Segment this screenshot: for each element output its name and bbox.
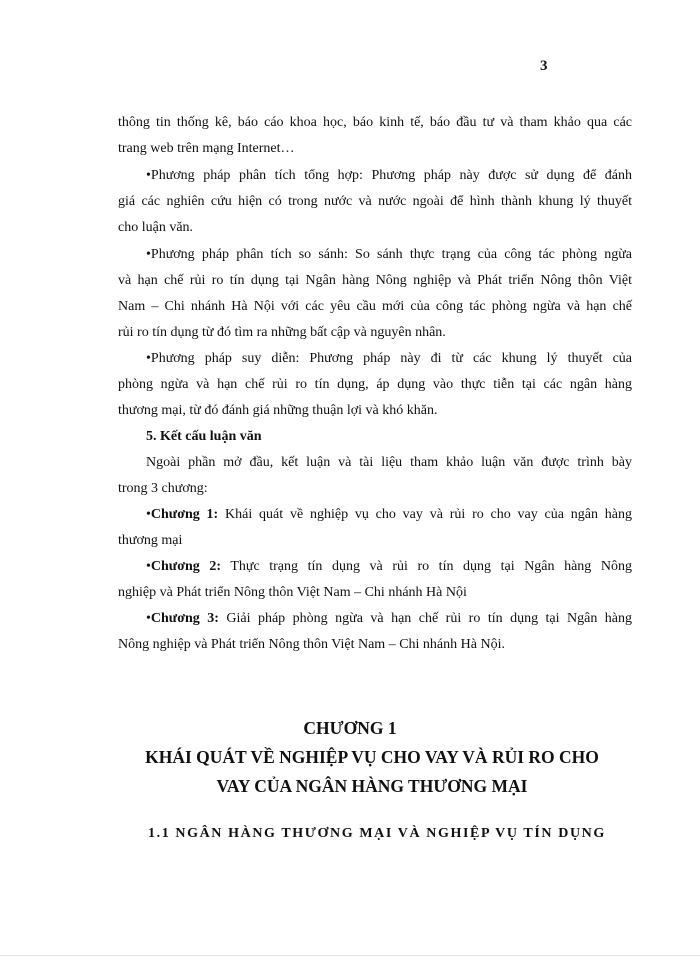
- method-line: rủi ro tín dụng từ đó tìm ra những bất cập và nguyên nhân.: [118, 325, 446, 340]
- method-line: và hạn chế rủi ro tín dụng tại Ngân hàng Nông nghiệp và Phát triển Nông thôn Việt: [118, 273, 632, 288]
- structure-heading: 5. Kết cấu luận văn: [146, 429, 262, 444]
- paragraph-line: thông tin thống kê, báo cáo khoa học, báo kinh tế, báo đầu tư và tham khảo qua các: [118, 115, 632, 130]
- chapter-label: Chương 3:: [150, 611, 219, 626]
- method-line: •Phương pháp phân tích tổng hợp: Phương pháp này được sử dụng để đánh: [146, 168, 632, 183]
- chapter-list-item-continuation: thương mại: [118, 533, 183, 548]
- method-line: cho luận văn.: [118, 220, 194, 235]
- method-line: Nam – Chi nhánh Hà Nội với các yêu cầu mới của công tác phòng ngừa và hạn chế: [118, 299, 632, 314]
- method-line: •Phương pháp suy diễn: Phương pháp này đi từ các khung lý thuyết của: [146, 351, 632, 366]
- page-bottom-edge: [0, 955, 700, 956]
- chapter-list-item-continuation: Nông nghiệp và Phát triển Nông thôn Việt Nam – Chi nhánh Hà Nội.: [118, 637, 505, 652]
- chapter-description: Thực trạng tín dụng và rủi ro tín dụng tại Ngân hàng Nông: [230, 559, 632, 574]
- chapter-list-item-continuation: nghiệp và Phát triển Nông thôn Việt Nam – Chi nhánh Hà Nội: [118, 585, 467, 600]
- chapter-description: Khái quát về nghiệp vụ cho vay và rủi ro cho vay của ngân hàng: [225, 507, 633, 522]
- method-line: giá các nghiên cứu hiện có trong nước và nước ngoài để hình thành khung lý thuyết: [118, 194, 632, 209]
- chapter-list-item: [146, 606, 632, 632]
- structure-intro-line: Ngoài phần mở đầu, kết luận và tài liệu tham khảo luận văn được trình bày: [146, 455, 632, 470]
- section-heading: 1.1 NGÂN HÀNG THƯƠNG MẠI VÀ NGHIỆP VỤ TÍN DỤNG: [148, 826, 606, 841]
- method-line: •Phương pháp phân tích so sánh: So sánh thực trạng của công tác phòng ngừa: [146, 247, 632, 262]
- bullet: •: [146, 559, 151, 574]
- chapter-list-item: [146, 554, 632, 580]
- structure-intro-line: trong 3 chương:: [118, 481, 208, 496]
- paragraph-line: trang web trên mạng Internet…: [118, 141, 295, 156]
- page-number: 3: [540, 58, 548, 74]
- chapter-title-line: VAY CỦA NGÂN HÀNG THƯƠNG MẠI: [216, 776, 528, 796]
- chapter-label: CHƯƠNG 1: [303, 718, 397, 738]
- chapter-label: Chương 1:: [150, 507, 219, 522]
- bullet: •: [146, 507, 151, 522]
- bullet: •: [146, 611, 151, 626]
- chapter-description: Giải pháp phòng ngừa và hạn chế rủi ro tín dụng tại Ngân hàng: [226, 611, 633, 626]
- chapter-title-line: KHÁI QUÁT VỀ NGHIỆP VỤ CHO VAY VÀ RỦI RO CHO: [145, 747, 599, 767]
- chapter-list-item: [146, 502, 632, 528]
- chapter-label: Chương 2:: [150, 559, 221, 574]
- method-line: thương mại, từ đó đánh giá những thuận lợi và khó khăn.: [118, 403, 438, 418]
- method-line: phòng ngừa và hạn chế rủi ro tín dụng, áp dụng vào thực tiễn tại các ngân hàng: [118, 377, 632, 392]
